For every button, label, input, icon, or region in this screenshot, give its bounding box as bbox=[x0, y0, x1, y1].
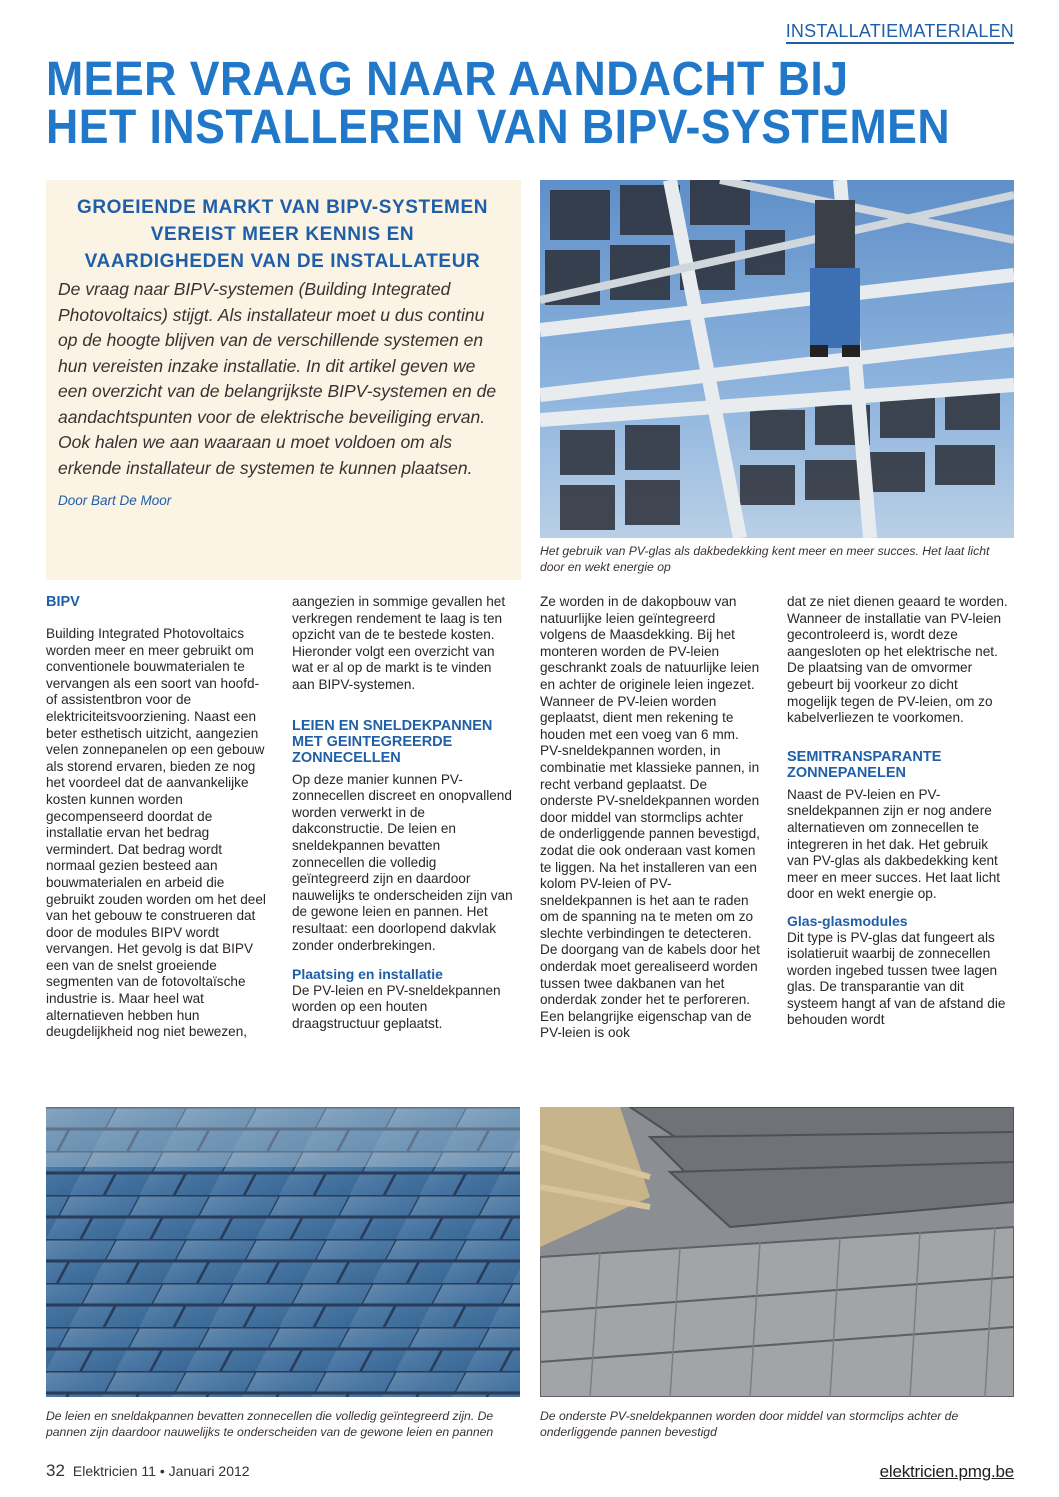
column-3 bbox=[540, 594, 762, 1042]
heading-leien: LEIEN EN SNELDEKPANNEN MET GEINTEGREERDE ZONNECELLEN bbox=[292, 717, 493, 766]
intro-subtitle-line: VAARDIGHEDEN VAN DE INSTALLATEUR bbox=[84, 251, 481, 272]
photo-pv-glass-roof bbox=[540, 180, 1014, 538]
byline: Door Bart De Moor bbox=[58, 493, 172, 508]
column-2 bbox=[292, 594, 514, 1032]
caption-bottom-left: De leien en sneldakpannen bevatten zonnecellen die volledig geïntegreerd zijn. De pannen zijn daardoor nauwelijks te onderscheiden van de gewone leien en pannen bbox=[46, 1409, 494, 1439]
website-link[interactable]: elektricien.pmg.be bbox=[879, 1462, 1014, 1481]
solar-tiles-illustration bbox=[46, 1107, 520, 1397]
paragraph: Ze worden in de dakopbouw van natuurlijke leien geïntegreerd volgens de Maasdekking. Bij het monteren worden de PV-leien geschrankt zoals de natuurlijke leien en achter de originele leien ingezet. Wanneer de PV-leien worden geplaatst, dient men rekening te houden met een voeg van 6 mm. PV-sneldekpannen worden, in combinatie met klassieke pannen, in recht verband geplaatst. De onderste PV-sneldekpannen worden door middel van stormclips achter de onderliggende pannen bevestigd, zodat die ook onderaan vast komen te liggen. Na het installeren van een kolom PV-leien of PV-sneldekpannen is het aan te raden om de spanning na te meten om zo slechte verbindingen te detecteren. De doorgang van de kabels door het onderdak moet gerealiseerd worden tussen twee dakbanen van het onderdak zonder het te perforeren. Een belangrijke eigenschap van de PV-leien is ook bbox=[540, 594, 760, 1041]
column-4 bbox=[787, 594, 1009, 1029]
footer-issue bbox=[46, 1461, 250, 1481]
intro-subtitle bbox=[58, 194, 507, 275]
heading-bipv: BIPV bbox=[46, 594, 80, 610]
title-line-2: HET INSTALLEREN VAN BIPV-SYSTEMEN bbox=[46, 101, 951, 154]
paragraph: aangezien in sommige gevallen het verkregen rendement te laag is ten opzicht van de te bestede kosten. Hieronder volgt een overzicht van wat er al op de markt is te vinden aan BIPV-systemen. bbox=[292, 594, 506, 692]
photo-pv-pans-install bbox=[540, 1107, 1014, 1397]
paragraph: Naast de PV-leien en PV-sneldekpannen zijn er nog andere alternatieven om zonnecellen te integreren in het dak. Het gebruik van PV-glas als dakbedekking kent meer en meer succes. Het laat licht door en wekt energie op. bbox=[787, 786, 1001, 902]
column-1 bbox=[46, 594, 268, 1041]
subheading-plaatsing: Plaatsing en installatie bbox=[292, 966, 443, 983]
paragraph: De PV-leien en PV-sneldekpannen worden op een houten draagstructuur geplaatst. bbox=[292, 982, 501, 1031]
paragraph: Building Integrated Photovoltaics worden meer en meer gebruikt om conventionele bouwmaterialen te vervangen als een soort van hoofd- of assistentbron voor de elektriciteitsvoorziening. Naast een beter esthetisch uitzicht, aangezien velen zonnepanelen op een gebouw als storend ervaren, bieden ze nog het voordeel dat de aanvankelijke kosten kunnen worden gecompenseerd doordat de installatie ervan het bedrag vermindert. Dat bedrag wordt normaal gezien besteed aan bouwmaterialen en arbeid die gebruikt zouden worden om het deel van het gebouw te construeren dat door de modules BIPV wordt vervangen. Het gevolg is dat BIPV een van de snelst groeiende segmenten van de fotovoltaïsche industrie is. Maar heel wat alternatieven hebben hun deugdelijkheid nog niet bewezen, bbox=[46, 626, 266, 1040]
caption-top: Het gebruik van PV-glas als dakbedekking kent meer en meer succes. Het laat licht door en wekt energie op bbox=[540, 544, 990, 574]
pv-pans-illustration bbox=[540, 1107, 1014, 1397]
paragraph: dat ze niet dienen geaard te worden. Wanneer de installatie van PV-leien gecontroleerd is, wordt deze aangesloten op het elektrische net. De plaatsing van de omvormer gebeurt bij voorkeur zo dicht mogelijk tegen de PV-leien, om zo kabelverliezen te voorkomen. bbox=[787, 594, 1008, 726]
paragraph: Dit type is PV-glas dat fungeert als isolatieruit waarbij de zonnecellen worden ingebed tussen twee lagen glas. De transparantie van dit systeem hangt af van de afstand die behouden wordt bbox=[787, 929, 1006, 1028]
title-line-1: MEER VRAAG NAAR AANDACHT BIJ bbox=[46, 53, 849, 106]
intro-text: De vraag naar BIPV-systemen (Building Integrated Photovoltaics) stijgt. Als installateur moet u dus continu op de hoogte blijven van de verschillende systemen en hun vereisten inzake installatie. In dit artikel geven we een overzicht van de belangrijkste BIPV-systemen en de aandachtspunten voor de elektrische beveiliging ervan. Ook halen we aan waaraan u moet voldoen om als erkende installateur de systemen te kunnen plaatsen. bbox=[58, 279, 497, 478]
worker-figure bbox=[810, 200, 860, 357]
caption-bottom-right: De onderste PV-sneldekpannen worden door middel van stormclips achter de onderliggende pannen bevestigd bbox=[540, 1409, 959, 1439]
page-number: 32 bbox=[46, 1461, 65, 1480]
section-tag: INSTALLATIEMATERIALEN bbox=[786, 20, 1014, 44]
heading-semitransparante: SEMITRANSPARANTE ZONNEPANELEN bbox=[787, 748, 942, 781]
intro-subtitle-line: VEREIST MEER KENNIS EN bbox=[150, 224, 415, 245]
pv-glass-roof-illustration bbox=[540, 180, 1014, 538]
intro-subtitle-line: GROEIENDE MARKT VAN BIPV-SYSTEMEN bbox=[76, 197, 489, 218]
photo-solar-tiles bbox=[46, 1107, 520, 1397]
intro-box bbox=[46, 180, 521, 580]
article-title bbox=[46, 53, 957, 154]
paragraph: Op deze manier kunnen PV-zonnecellen discreet en onopvallend worden verwerkt in de dakconstructie. De leien en sneldekpannen bevatten zonnecellen die volledig geïntegreerd zijn en daardoor nauwelijks te onderscheiden zijn van de gewone leien en pannen. Het resultaat: een doorlopend dakvlak zonder onderbrekingen. bbox=[292, 771, 513, 953]
subheading-glas: Glas-glasmodules bbox=[787, 912, 908, 929]
issue-info: Elektricien 11 • Januari 2012 bbox=[72, 1463, 250, 1479]
